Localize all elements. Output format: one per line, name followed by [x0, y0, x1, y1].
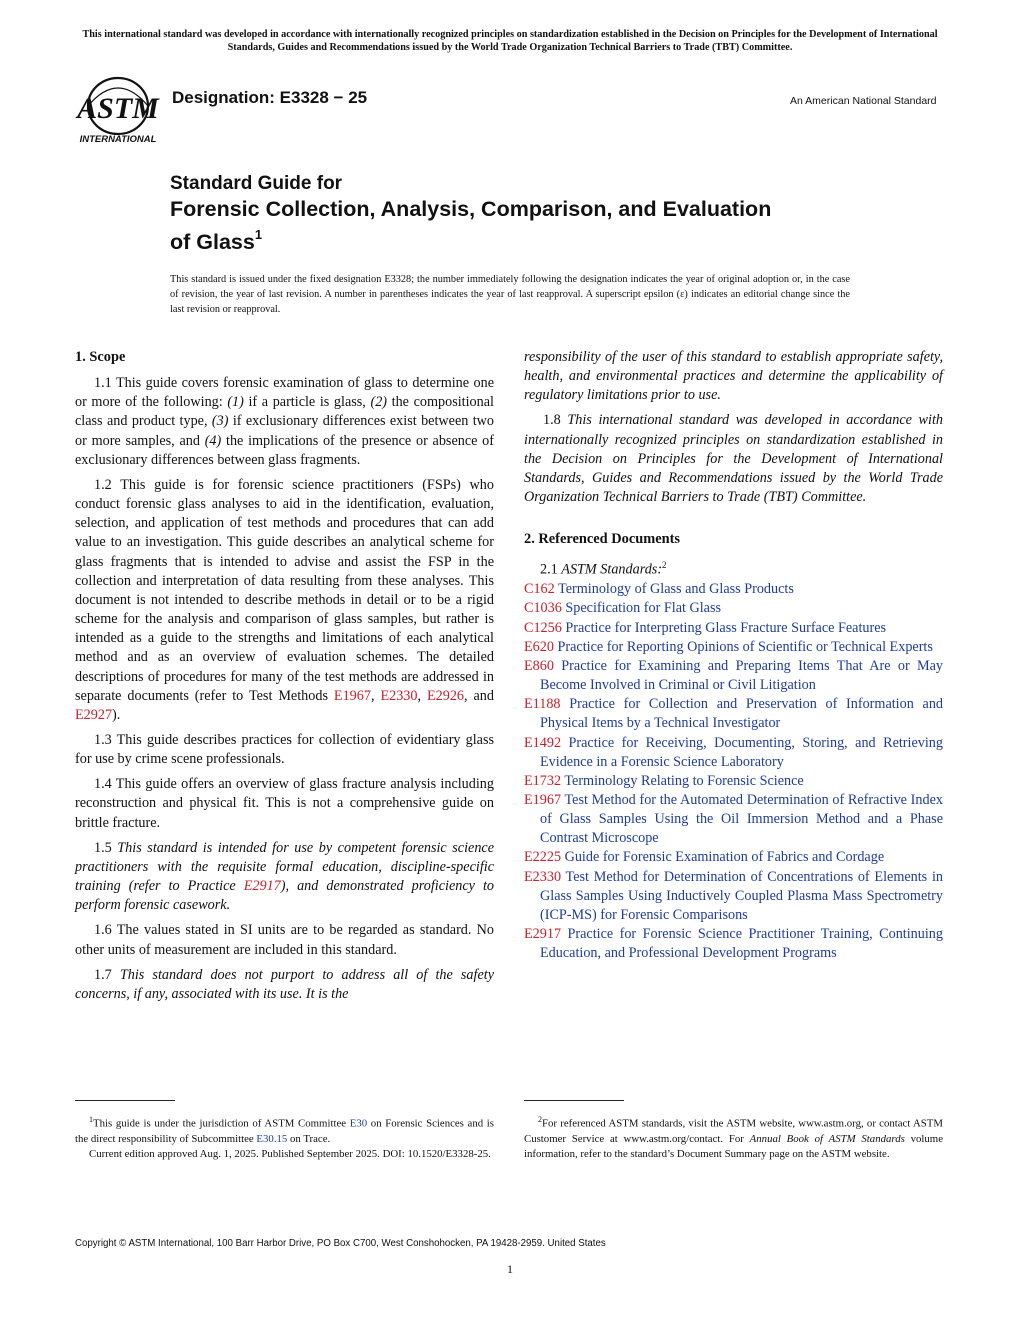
referenced-documents-heading: 2. Referenced Documents — [524, 531, 680, 548]
page-number: 1 — [507, 1262, 513, 1276]
footnote-divider-right — [524, 1100, 624, 1101]
ref-item[interactable]: E2917 Practice for Forensic Science Practitioner Training, Continuing Education, and Professional Development Programs — [524, 926, 943, 962]
top-notice: This international standard was developed in accordance with internationally recognized principles on standardization established in the Decision on Principles for the Development of International Standards, Guides and Recommendations issued by the World Trade Organization Technical Barriers to Trade (TBT) Committee. — [82, 29, 938, 53]
ref-item[interactable]: E2330 Test Method for Determination of Concentrations of Elements in Glass Samples Using Inductively Coupled Plasma Mass Spectrometry (ICP-MS) for Forensic Comparisons — [524, 868, 943, 923]
ref-item[interactable]: E1492 Practice for Receiving, Documenting, Storing, and Retrieving Evidence in a Forensic Science Laboratory — [524, 734, 943, 770]
ref-item[interactable]: E1967 Test Method for the Automated Determination of Refractive Index of Glass Samples Using the Oil Immersion Method and a Phase Contrast Microscope — [524, 792, 943, 847]
referenced-documents-list — [524, 580, 943, 963]
scope-1-5: 1.5 This standard is intended for use by competent forensic science practitioners with the requisite formal education, discipline-specific training (refer to Practice E2917), and demonstrated proficiency to perform forensic casework. — [75, 839, 495, 914]
link-e2927[interactable]: E2927 — [75, 706, 113, 723]
ref-item[interactable]: C1256 Practice for Interpreting Glass Fracture Surface Features — [524, 619, 887, 636]
title-line-3 — [170, 223, 870, 256]
scope-1-2: 1.2 This guide is for forensic science practitioners (FSPs) who conduct forensic glass analyses to aid in the identification, evaluation, selection, and application of test methods and procedures that can add value to an investigation. This guide describes an analytical scheme for glass fragments that is intended to advise and assist the FSP in the collection and interpretation of data resulting from these analyses. This document is not intended to describe methods in detail or to be a rigid scheme for the analysis and comparison of glass samples, but rather is intended as a guide to the strengths and limitations of each analytical method and as an overview of evaluation schemes. The detailed descriptions of procedures for many of the test methods are addressed in separate documents (refer to Test Methods E1967, E2330, E2926, and E2927). — [75, 476, 494, 723]
scope-1-7-continued: responsibility of the user of this standard to establish appropriate safety, health, and environmental practices and determine the applicability of regulatory limitations prior to use. — [524, 349, 943, 404]
link-e30-15[interactable]: E30.15 — [256, 1132, 288, 1145]
logo-sub: INTERNATIONAL — [79, 134, 157, 145]
ref-item[interactable]: C1036 Specification for Flat Glass — [524, 600, 722, 617]
link-e2330[interactable]: E2330 — [380, 687, 418, 704]
link-e1967[interactable]: E1967 — [333, 687, 371, 704]
left-column — [75, 348, 494, 1010]
title-line-1: Standard Guide for — [170, 173, 343, 194]
ref-item[interactable]: C162 Terminology of Glass and Glass Products — [524, 581, 794, 598]
issue-note: This standard is issued under the fixed designation E3328; the number immediately following the designation indicates the year of original adoption or, in the case of revision, the year of last revision. A number in parentheses indicates the year of last reapproval. A superscript epsilon (ε) indicates an editorial change since the last revision or reapproval. — [170, 274, 850, 315]
link-e2917-inline[interactable]: E2917 — [243, 878, 281, 895]
link-e2926[interactable]: E2926 — [426, 687, 465, 704]
astm-standards-lead: 2.1 ASTM Standards:$^2$ — [540, 560, 667, 579]
ref-item[interactable]: E860 Practice for Examining and Preparing Items That Are or May Become Involved in Criminal or Civil Litigation — [524, 657, 944, 694]
astm-logo — [72, 76, 164, 148]
scope-1-3: 1.3 This guide describes practices for collection of evidentiary glass for use by crime scene professionals. — [75, 731, 495, 768]
designation: Designation: E3328 − 25 — [172, 88, 368, 107]
title-footnote-mark: 1 — [254, 227, 263, 242]
scope-1-8: 1.8 This international standard was developed in accordance with internationally recognized principles on standardization established in the Decision on Principles for the Development of International Standards, Guides and Recommendations issued by the World Trade Organization Technical Barriers to Trade (TBT) Committee. — [524, 412, 943, 506]
footnote-divider-left — [75, 1100, 175, 1101]
footnote-1: $^1$This guide is under the jurisdiction of ASTM Committee E30 on Forensic Sciences and is the direct responsibility of Subcommittee E30.15 on Trace. Current edition approved Aug. 1, 2025. Published September 2025. DOI: 10.1520/E3328-25. — [75, 1115, 494, 1160]
title-line-2: Forensic Collection, Analysis, Comparison, and Evaluation — [170, 197, 772, 221]
scope-heading: 1. Scope — [75, 349, 126, 365]
copyright: Copyright © ASTM International, 100 Barr Harbor Drive, PO Box C700, West Conshohocken, PA 19428-2959. United States — [75, 1238, 606, 1249]
scope-1-6: 1.6 The values stated in SI units are to be regarded as standard. No other units of measurement are included in this standard. — [75, 922, 494, 958]
scope-1-1: 1.1 This guide covers forensic examination of glass to determine one or more of the following: (1) if a particle is glass, (2) the compositional class and product type, (3) if exclusionary differences exist between two or more samples, and (4) the implications of the presence or absence of exclusionary differences between glass fragments. — [75, 375, 495, 468]
ref-item[interactable]: E1732 Terminology Relating to Forensic Science — [524, 772, 804, 789]
footnote-2: $^2$For referenced ASTM standards, visit the ASTM website, www.astm.org, or contact ASTM Customer Service at www.astm.org/contact. For Annual Book of ASTM Standards volume information, refer to the standard’s Document Summary page on the ASTM website. — [524, 1115, 943, 1160]
ref-item[interactable]: E1188 Practice for Collection and Preservation of Information and Physical Items by a Technical Investigator — [524, 696, 944, 732]
scope-1-4: 1.4 This guide offers an overview of glass fracture analysis including reconstruction and physical fit. This is not a comprehensive guide on brittle fracture. — [75, 776, 494, 831]
national-standard-label: An American National Standard — [790, 95, 937, 107]
ref-item[interactable]: E620 Practice for Reporting Opinions of Scientific or Technical Experts — [524, 638, 933, 655]
right-column — [524, 348, 943, 963]
document-title — [170, 172, 870, 256]
ref-item[interactable]: E2225 Guide for Forensic Examination of Fabrics and Cordage — [524, 849, 885, 866]
logo-mark: ASTM — [77, 92, 159, 125]
scope-1-7: 1.7 This standard does not purport to address all of the safety concerns, if any, associated with its use. It is the — [75, 966, 494, 1002]
title-line-3-text: of Glass — [170, 230, 255, 255]
link-e30[interactable]: E30 — [349, 1117, 368, 1130]
